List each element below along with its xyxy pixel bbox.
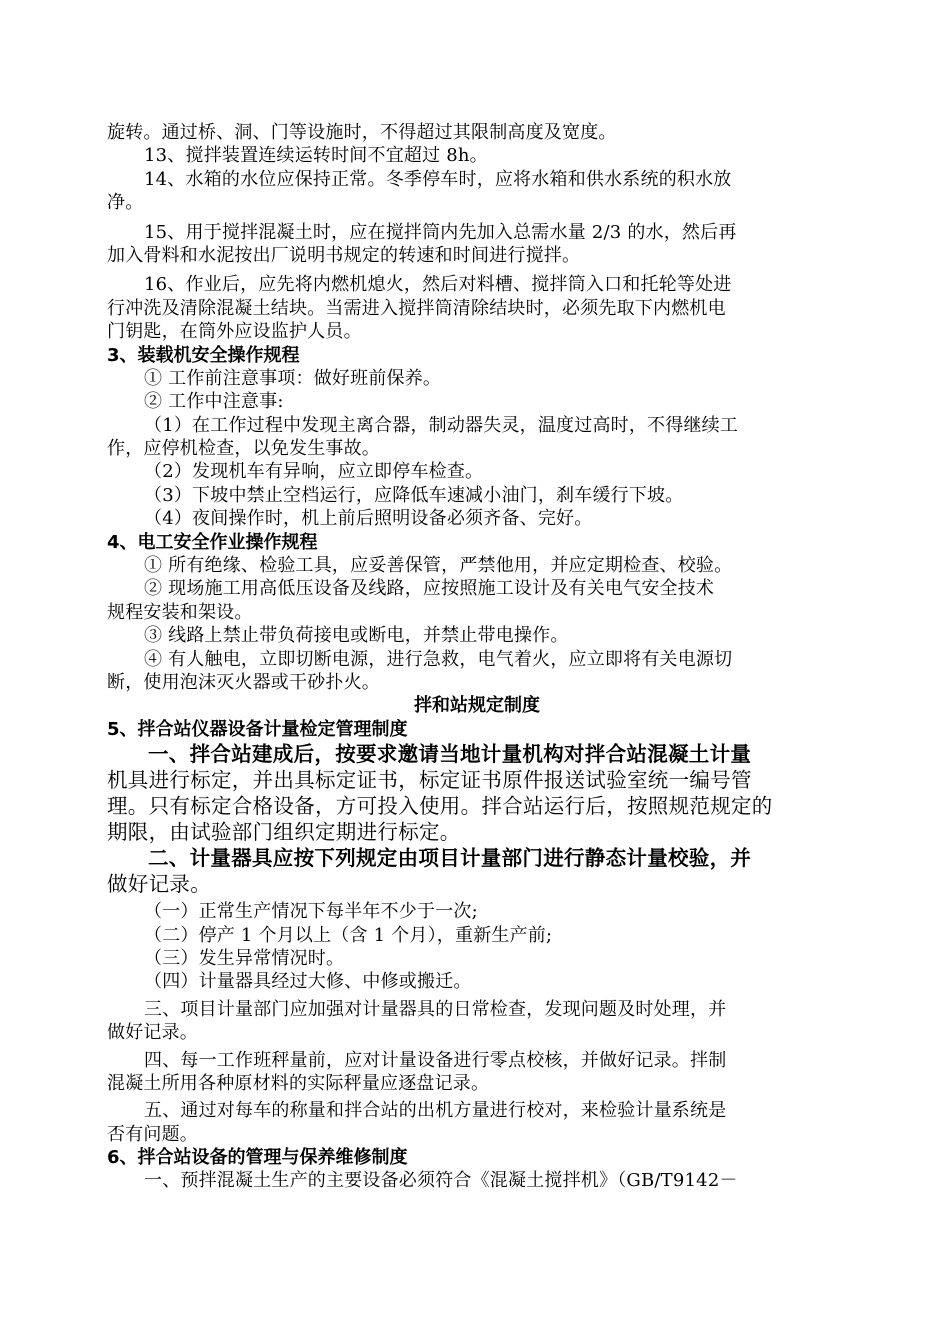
paragraph-line: 做好记录。 [107, 1022, 198, 1044]
paragraph-line: 五、通过对每车的称量和拌合站的出机方量进行校对，来检验计量系统是 [144, 1100, 727, 1122]
bold-line: 二、计量器具应按下列规定由项目计量部门进行静态计量校验，并 [148, 846, 752, 871]
paragraph-line: 规程安装和架设。 [107, 601, 253, 623]
paragraph-line: 14、水箱的水位应保持正常。冬季停车时，应将水箱和供水系统的积水放 [144, 168, 732, 190]
centered-title: 拌和站规定制度 [414, 695, 540, 717]
paragraph-line: ④ 有人触电，立即切断电源，进行急救，电气着火，应立即将有关电源切 [144, 648, 733, 670]
paragraph-line: （三）发生异常情况时。 [144, 947, 345, 969]
section-heading: 5、拌合站仪器设备计量检定管理制度 [107, 718, 408, 740]
paragraph-line: 旋转。通过桥、洞、门等设施时，不得超过其限制高度及宽度。 [107, 122, 617, 143]
paragraph-line: （4）夜间操作时，机上前后照明设备必须齐备、完好。 [144, 508, 593, 530]
paragraph-line: 混凝土所用各种原材料的实际秤量应逐盘记录。 [107, 1072, 490, 1094]
document-page [107, 121, 847, 1193]
paragraph-line: 门钥匙，在筒外应设监护人员。 [107, 321, 362, 343]
paragraph-line: 三、项目计量部门应加强对计量器具的日常检查，发现问题及时处理，并 [144, 998, 727, 1020]
paragraph-line: （2）发现机车有异响，应立即停车检查。 [144, 461, 484, 483]
paragraph-line: ① 所有绝缘、检验工具，应妥善保管，严禁他用，并应定期检查、校验。 [144, 555, 733, 577]
paragraph-line: 行冲洗及清除混凝土结块。当需进入搅拌筒清除结块时，必须先取下内燃机电 [107, 297, 726, 319]
paragraph-line: 做好记录。 [107, 872, 211, 897]
paragraph-line: 加入骨料和水泥按出厂说明书规定的转速和时间进行搅拌。 [107, 244, 581, 266]
paragraph-line: 一、预拌混凝土生产的主要设备必须符合《混凝土搅拌机》（GB/T9142－ [144, 1170, 738, 1192]
paragraph-line: 作，应停机检查，以免发生事故。 [107, 438, 380, 460]
paragraph-line [107, 741, 847, 767]
paragraph-line: 否有问题。 [107, 1123, 198, 1145]
bold-line: 一、拌合站建成后，按要求邀请当地计量机构对拌合站混凝土计量 [148, 742, 752, 767]
paragraph-line: ② 工作中注意事: [144, 391, 284, 413]
paragraph-line: ② 现场施工用高低压设备及线路，应按照施工设计及有关电气安全技术 [144, 578, 715, 600]
paragraph-line: 13、搅拌装置连续运转时间不宜超过 8h。 [144, 145, 488, 167]
section-heading: 3、装载机安全操作规程 [107, 344, 300, 366]
paragraph-line [107, 845, 847, 871]
section-heading: 6、拌合站设备的管理与保养维修制度 [107, 1147, 408, 1169]
paragraph-line: 16、作业后，应先将内燃机熄火，然后对料槽、搅拌筒入口和托轮等处进 [144, 274, 732, 296]
paragraph-line: 四、每一工作班秤量前，应对计量设备进行零点校核，并做好记录。拌制 [144, 1049, 727, 1071]
paragraph-line: 机具进行标定，并出具标定证书，标定证书原件报送试验室统一编号管 [107, 768, 752, 793]
paragraph-line: 净。 [107, 192, 144, 214]
paragraph-line: （3）下坡中禁止空档运行，应降低车速减小油门，刹车缓行下坡。 [144, 484, 684, 506]
paragraph-line: ① 工作前注意事项：做好班前保养。 [144, 367, 442, 389]
paragraph-line: （1）在工作过程中发现主离合器，制动器失灵，温度过高时，不得继续工 [144, 414, 739, 436]
section-heading: 4、电工安全作业操作规程 [107, 531, 318, 553]
paragraph-line: 理。只有标定合格设备，方可投入使用。拌合站运行后，按照规范规定的 [107, 794, 773, 819]
paragraph-line: （二）停产 1 个月以上（含 1 个月），重新生产前; [144, 924, 553, 946]
paragraph-line: ③ 线路上禁止带负荷接电或断电，并禁止带电操作。 [144, 625, 569, 647]
paragraph-line: （一）正常生产情况下每半年不少于一次; [144, 901, 478, 923]
paragraph-line: 15、用于搅拌混凝土时，应在搅拌筒内先加入总需水量 2/3 的水，然后再 [144, 221, 737, 243]
paragraph-line: 期限，由试验部门组织定期进行标定。 [107, 820, 461, 845]
paragraph-line: （四）计量器具经过大修、中修或搬迁。 [144, 971, 472, 993]
paragraph-line: 断，使用泡沫灭火器或干砂扑火。 [107, 671, 380, 693]
